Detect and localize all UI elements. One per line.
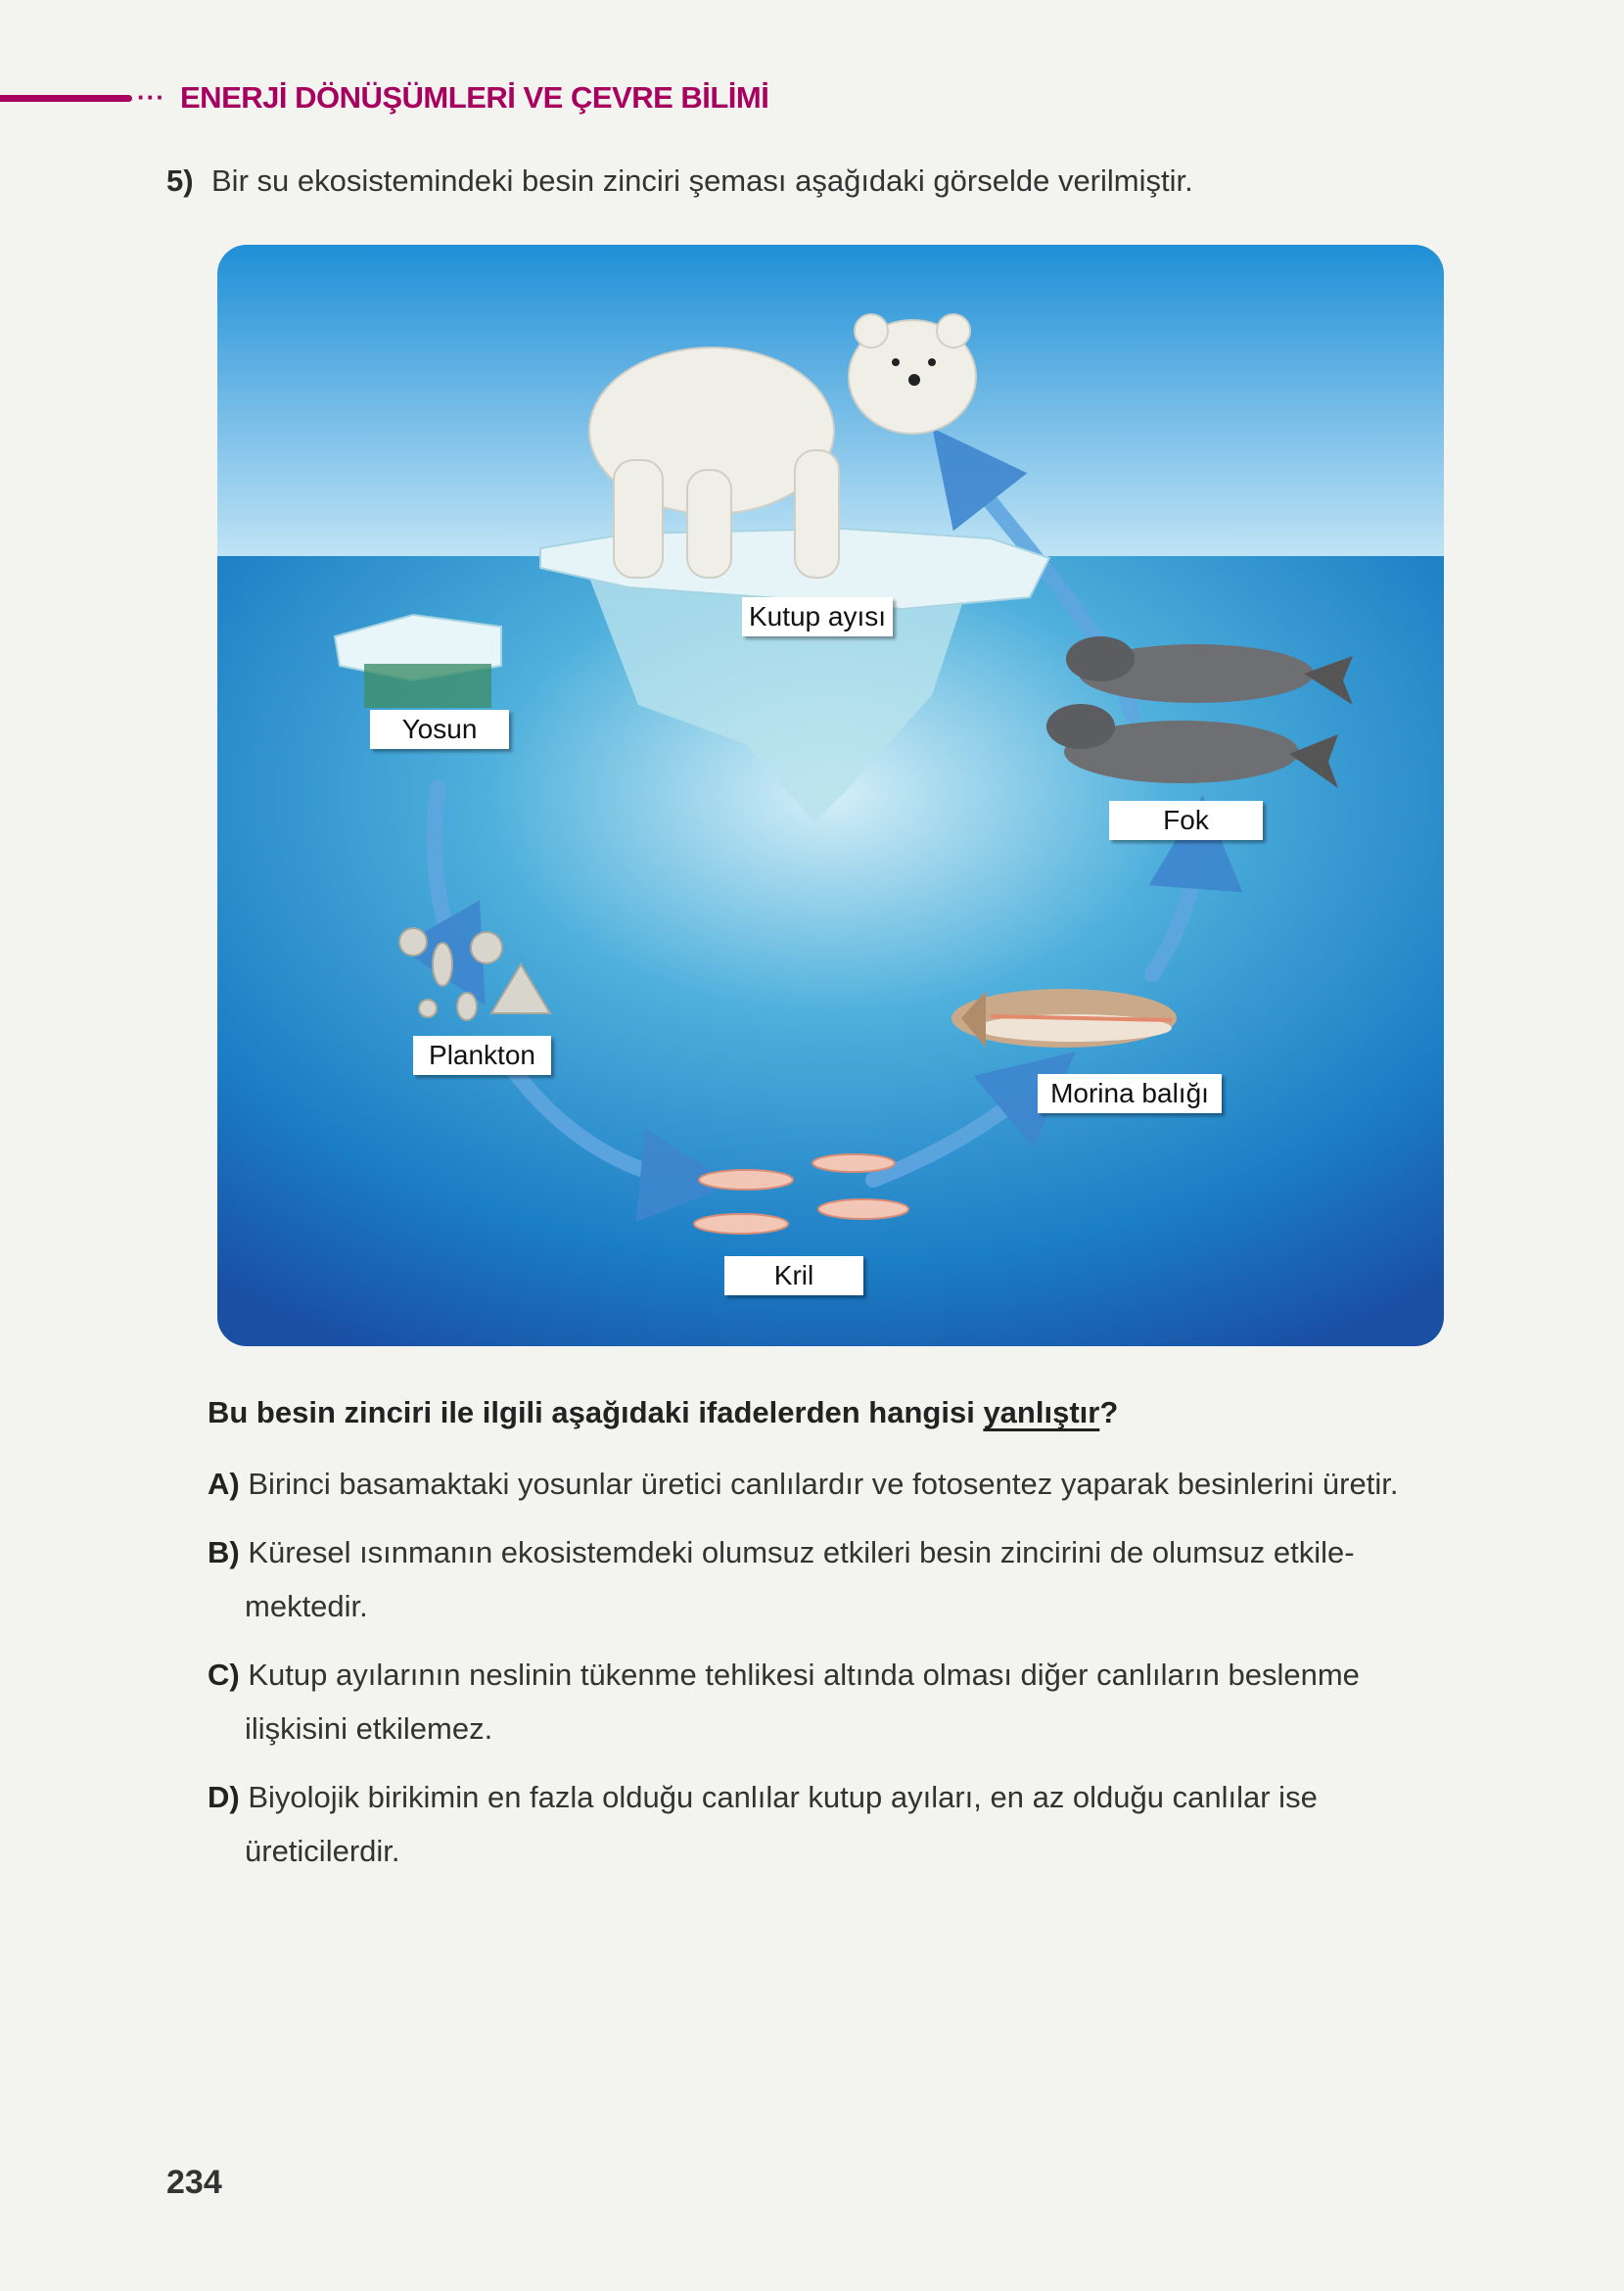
- label-algae: Yosun: [370, 710, 509, 749]
- chapter-title: ENERJİ DÖNÜŞÜMLERİ VE ÇEVRE BİLİMİ: [180, 80, 769, 115]
- option-text-cont: üreticilerdir.: [245, 1834, 400, 1868]
- diagram-illustration: [217, 245, 1444, 1346]
- option-text: Kutup ayılarının neslinin tükenme tehlikesi altında olması diğer canlıların beslenme: [248, 1658, 1360, 1692]
- header-dots: ···: [137, 82, 165, 112]
- label-cod: Morina balığı: [1038, 1074, 1222, 1113]
- food-chain-diagram: [217, 245, 1444, 1346]
- option-text-cont: mektedir.: [245, 1589, 368, 1623]
- label-polar-bear: Kutup ayısı: [742, 597, 893, 636]
- label-plankton: Plankton: [413, 1036, 551, 1075]
- question-number: 5): [166, 164, 194, 198]
- prompt-emphasis: yanlıştır: [983, 1395, 1100, 1429]
- option-letter: A): [208, 1467, 240, 1501]
- cod-illustration: [951, 989, 1177, 1048]
- option-a[interactable]: [208, 1457, 1480, 1511]
- option-d[interactable]: [208, 1770, 1480, 1878]
- option-b[interactable]: [208, 1525, 1480, 1633]
- option-c[interactable]: [208, 1648, 1480, 1755]
- option-text: Biyolojik birikimin en fazla olduğu canlılar kutup ayıları, en az olduğu canlılar ise: [248, 1780, 1318, 1814]
- option-text-cont: ilişkisini etkilemez.: [245, 1711, 493, 1746]
- option-letter: B): [208, 1535, 240, 1569]
- question-intro: Bir su ekosistemindeki besin zinciri şeması aşağıdaki görselde verilmiştir.: [211, 164, 1193, 198]
- question-prompt: [208, 1395, 1118, 1430]
- option-text: Birinci basamaktaki yosunlar üretici canlılardır ve fotosentez yaparak besinlerini üretir.: [248, 1467, 1399, 1501]
- option-letter: C): [208, 1658, 240, 1692]
- label-krill: Kril: [724, 1256, 863, 1295]
- label-seal: Fok: [1109, 801, 1263, 840]
- option-text: Küresel ısınmanın ekosistemdeki olumsuz etkileri besin zincirini de olumsuz etkile-: [248, 1535, 1355, 1569]
- prompt-end: ?: [1099, 1395, 1119, 1429]
- page-number: 234: [166, 2164, 222, 2201]
- header-rule: [0, 95, 132, 102]
- option-letter: D): [208, 1780, 240, 1814]
- prompt-text: Bu besin zinciri ile ilgili aşağıdaki ifadelerden hangisi: [208, 1395, 984, 1429]
